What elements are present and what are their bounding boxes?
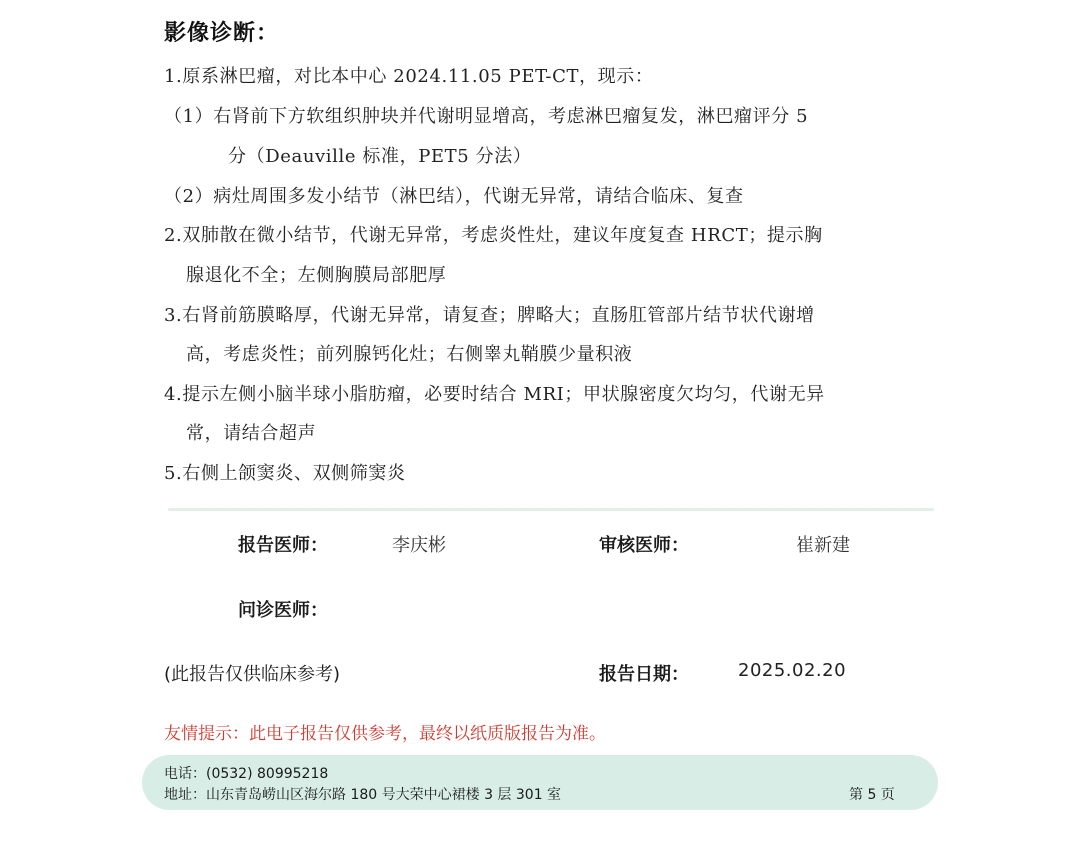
clinical-reference-note: (此报告仅供临床参考)	[164, 664, 341, 685]
section-divider	[168, 508, 934, 511]
diagnosis-line: （2）病灶周围多发小结节（淋巴结），代谢无异常，请结合临床、复查	[164, 186, 744, 207]
reporting-physician-label: 报告医师：	[238, 535, 328, 556]
diagnosis-line: 4.提示左侧小脑半球小脂肪瘤，必要时结合 MRI；甲状腺密度欠均匀，代谢无异	[164, 384, 825, 405]
diagnosis-line: 高，考虑炎性；前列腺钙化灶；右侧睾丸鞘膜少量积液	[186, 344, 633, 365]
report-date: 2025.02.20	[738, 660, 847, 681]
reporting-physician-name: 李庆彬	[392, 535, 446, 556]
reviewing-physician-label: 审核医师：	[599, 535, 689, 556]
diagnosis-line: 3.右肾前筋膜略厚，代谢无异常，请复查；脾略大；直肠肛管部片结节状代谢增	[164, 305, 815, 326]
footer-address: 地址：山东青岛崂山区海尔路 180 号大荣中心裙楼 3 层 301 室	[164, 787, 562, 803]
diagnosis-line: 5.右侧上颌窦炎、双侧筛窦炎	[164, 463, 406, 484]
reminder-text: 友情提示：此电子报告仅供参考，最终以纸质版报告为准。	[164, 724, 606, 744]
footer-bar	[142, 755, 938, 810]
reviewing-physician-name: 崔新建	[796, 535, 850, 556]
section-title: 影像诊断：	[164, 21, 280, 46]
diagnosis-line: 分（Deauville 标准，PET5 分法）	[228, 146, 532, 167]
footer-phone: 电话：(0532) 80995218	[164, 766, 329, 782]
consulting-physician-label: 问诊医师：	[238, 600, 328, 621]
footer-page-number: 第 5 页	[849, 787, 895, 803]
diagnosis-line: （1）右肾前下方软组织肿块并代谢明显增高，考虑淋巴瘤复发，淋巴瘤评分 5	[164, 106, 809, 127]
diagnosis-line: 腺退化不全；左侧胸膜局部肥厚	[186, 265, 447, 286]
diagnosis-line: 2.双肺散在微小结节，代谢无异常，考虑炎性灶，建议年度复查 HRCT；提示胸	[164, 225, 823, 246]
report-date-label: 报告日期：	[599, 664, 689, 685]
diagnosis-line: 常，请结合超声	[186, 423, 317, 444]
diagnosis-line: 1.原系淋巴瘤，对比本中心 2024.11.05 PET-CT，现示：	[164, 66, 654, 87]
